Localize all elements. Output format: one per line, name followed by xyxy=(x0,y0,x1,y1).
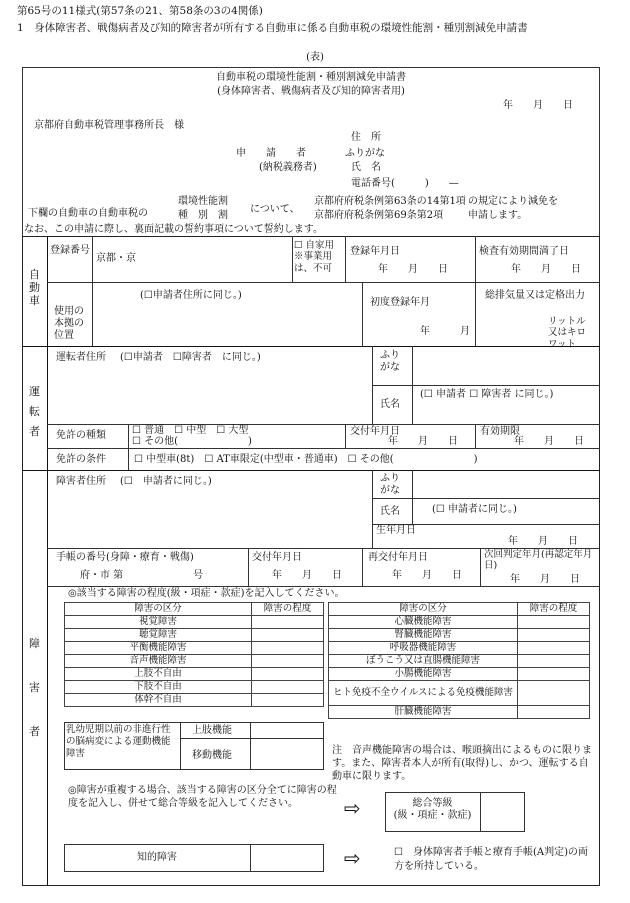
disability-type: 聴覚障害 xyxy=(65,629,252,642)
applicant-furigana-label: ふりがな xyxy=(345,148,385,159)
private-use-checkbox[interactable]: ☐ 自家用 ※事業用は、不可 xyxy=(294,240,335,274)
next-judgment-label: 次回判定年月(再認定年月日) xyxy=(484,549,593,572)
degree-input[interactable] xyxy=(518,642,590,655)
ordinance-2: 京都府府税条例第69条第2項 xyxy=(314,210,444,221)
disability-table-left: 障害の区分 障害の程度 視覚障害 聴覚障害 平衡機能障害 音声機能障害 上肢不自由 下肢不自由 体幹不自由 xyxy=(64,602,324,707)
disability-type: ヒト免疫不全ウイルスによる免疫機能障害 xyxy=(329,681,518,706)
disability-type: 腎臓機能障害 xyxy=(329,629,518,642)
displacement-unit[interactable]: リットル 又はキロ ワット xyxy=(548,316,587,350)
arrow-icon: ⇨ xyxy=(344,796,361,820)
driver-name-checkbox[interactable]: (☐ 申請者 ☐ 障害者 に同じ。) xyxy=(420,389,554,400)
form-title: 自動車税の環境性能割・種別割減免申請書 xyxy=(216,72,406,83)
intellectual-label: 知的障害 xyxy=(137,852,177,863)
license-issue-label: 交付年月日 xyxy=(350,426,400,437)
request-type: 種 別 割 xyxy=(178,210,228,221)
disabled-name-checkbox[interactable]: (☐ 申請者に同じ。) xyxy=(432,504,517,515)
license-type-label: 免許の種類 xyxy=(56,430,106,441)
note-text: 注 音声機能障害の場合は、喉頭摘出によるものに限ります。また、障害者本人が所有(取得)し、かつ、運転する自動車に限ります。 xyxy=(332,745,592,782)
displacement-label: 総排気量又は定格出力 xyxy=(485,290,585,301)
license-type-options[interactable]: ☐ 普通 ☐ 中型 ☐ 大型 xyxy=(132,425,249,436)
upper-limb-label: 上肢機能 xyxy=(192,725,232,736)
arrow-icon: ⇨ xyxy=(344,846,361,870)
degree-input[interactable] xyxy=(252,642,324,655)
disability-type: 下肢不自由 xyxy=(65,681,252,694)
reg-number-label: 登録番号 xyxy=(50,245,90,256)
license-condition-options[interactable]: ☐ 中型車(8t) ☐ AT車限定(中型車・普通車) ☐ その他( ) xyxy=(134,454,478,465)
birth-date-label: 生年月日 xyxy=(376,525,416,536)
driver-name-label: 氏名 xyxy=(380,399,400,410)
license-condition-label: 免許の条件 xyxy=(56,454,106,465)
license-expiry-label: 有効期限 xyxy=(480,426,520,437)
degree-input[interactable] xyxy=(518,668,590,681)
reg-number-field[interactable]: 京都・京 xyxy=(96,253,136,264)
reg-date-label: 登録年月日 xyxy=(350,246,400,257)
license-type-other[interactable]: ☐ その他( ) xyxy=(132,436,252,447)
reissue-field[interactable]: 年 月 日 xyxy=(392,570,462,581)
request-text-2: について、 xyxy=(250,204,300,215)
handbook-issue-field[interactable]: 年 月 日 xyxy=(272,570,342,581)
inspection-field[interactable]: 年 月 日 xyxy=(511,264,581,275)
disability-type: 呼吸器機能障害 xyxy=(329,642,518,655)
total-grade-field[interactable] xyxy=(481,793,524,831)
degree-input[interactable] xyxy=(518,629,590,642)
disabled-furigana-label: ふり がな xyxy=(380,473,400,496)
ordinance-1: 京都府府税条例第63条の14第1項 xyxy=(314,196,466,207)
request-text-4: 申請します。 xyxy=(468,210,528,221)
addressee: 京都府自動車税管理事務所長 様 xyxy=(34,120,184,131)
oath-text: なお、この申請に際し、裏面記載の誓約事項について誓約します。 xyxy=(24,224,323,235)
request-text-3: の規定により減免を xyxy=(468,196,558,207)
intellectual-degree-field[interactable] xyxy=(251,845,323,871)
driver-furigana-label: ふり がな xyxy=(380,350,400,373)
disability-table-right: 障害の区分 障害の程度 心臓機能障害 腎臓機能障害 呼吸器機能障害 ぼうこう又は直腸機能障害 小腸機能障害 ヒト免疫不全ウイルスによる免疫機能障害 肝臓機能障害 xyxy=(328,602,590,719)
degree-input[interactable] xyxy=(518,616,590,629)
taxpayer-label: (納税義務者) xyxy=(259,162,317,173)
license-expiry-field[interactable]: 年 月 日 xyxy=(514,436,584,447)
degree-input[interactable] xyxy=(252,616,324,629)
first-reg-label: 初度登録年月 xyxy=(370,297,430,308)
infant-label: 乳幼児期以前の非進行性の脳病変による運動機能障害 xyxy=(66,724,171,759)
disabled-address-label: 障害者住所 xyxy=(56,476,106,487)
disability-type: 体幹不自由 xyxy=(65,694,252,707)
handbook-label: 手帳の番号(身障・療育・戦傷) xyxy=(56,552,194,563)
base-location-checkbox[interactable]: (☐申請者住所に同じ。) xyxy=(140,290,242,301)
disabled-name-label: 氏名 xyxy=(380,506,400,517)
degree-instruction: ◎該当する障害の程度(級・項症・款症)を記入してください。 xyxy=(68,588,345,599)
driver-address-checkbox[interactable]: (☐申請者 ☐障害者 に同じ。) xyxy=(120,352,261,363)
vehicle-section-label: 自 動 車 xyxy=(29,268,40,308)
disabled-address-checkbox[interactable]: (☐ 申請者に同じ。) xyxy=(120,476,212,487)
first-reg-field[interactable]: 年 月 xyxy=(420,326,470,337)
base-location-label: 使用の本拠の位置 xyxy=(54,306,84,341)
driver-address-label: 運転者住所 xyxy=(56,352,106,363)
form-heading: 1 身体障害者、戦傷病者及び知的障害者が所有する自動車に係る自動車税の環境性能割・種別割減免申請書 xyxy=(17,22,528,34)
degree-input[interactable] xyxy=(518,681,590,706)
application-date: 年 月 日 xyxy=(503,100,573,111)
form-subtitle: (身体障害者、戦傷病者及び知的障害者用) xyxy=(217,86,405,97)
reg-date-field[interactable]: 年 月 日 xyxy=(378,264,448,275)
birth-date-field[interactable]: 年 月 日 xyxy=(508,536,578,547)
applicant-phone-label: 電話番号( ) — xyxy=(351,178,459,189)
request-environment: 環境性能割 xyxy=(178,196,228,207)
degree-input[interactable] xyxy=(252,629,324,642)
total-grade-label: 総合等級 (級・項症・款症) xyxy=(393,798,472,821)
degree-input[interactable] xyxy=(252,694,324,707)
disability-type: 音声機能障害 xyxy=(65,655,252,668)
multi-disability-note: ◎障害が重複する場合、該当する障害の区分全てに障害の程度を記入し、併せて総合等級を記入してください。 xyxy=(68,785,337,809)
next-judgment-field[interactable]: 年 月 日 xyxy=(510,574,580,585)
mobility-label: 移動機能 xyxy=(192,750,232,761)
inspection-label: 検査有効期間満了日 xyxy=(479,246,569,257)
handbook-issue-label: 交付年月日 xyxy=(252,552,302,563)
disability-type: 視覚障害 xyxy=(65,616,252,629)
side-label: (表) xyxy=(306,52,324,63)
degree-input[interactable] xyxy=(252,655,324,668)
disabled-section-label: 障 害 者 xyxy=(29,637,40,738)
disability-type: 小腸機能障害 xyxy=(329,668,518,681)
degree-input[interactable] xyxy=(252,681,324,694)
request-text-1: 下欄の自動車の自動車税の xyxy=(28,208,148,219)
reissue-label: 再交付年月日 xyxy=(368,552,428,563)
disability-type: 平衡機能障害 xyxy=(65,642,252,655)
driver-section-label: 運 転 者 xyxy=(29,385,40,438)
disability-type: ぼうこう又は直腸機能障害 xyxy=(329,655,518,668)
form-number: 第65号の11様式(第57条の21、第58条の3の4関係) xyxy=(17,5,263,17)
degree-input[interactable] xyxy=(252,668,324,681)
disability-type: 肝臓機能障害 xyxy=(329,706,518,719)
applicant-address-label: 住 所 xyxy=(351,132,381,143)
degree-input[interactable] xyxy=(518,655,590,668)
disability-type: 上肢不自由 xyxy=(65,668,252,681)
disability-type: 心臓機能障害 xyxy=(329,616,518,629)
handbook-number-field[interactable]: 府・市 第 号 xyxy=(80,570,204,581)
both-handbooks-checkbox[interactable]: ☐ 身体障害者手帳と療育手帳(A判定)の両方を所持している。 xyxy=(394,847,588,872)
applicant-label: 申 請 者 xyxy=(236,148,306,159)
applicant-name-label: 氏 名 xyxy=(351,162,381,173)
license-issue-field[interactable]: 年 月 日 xyxy=(388,436,458,447)
degree-input[interactable] xyxy=(518,706,590,719)
